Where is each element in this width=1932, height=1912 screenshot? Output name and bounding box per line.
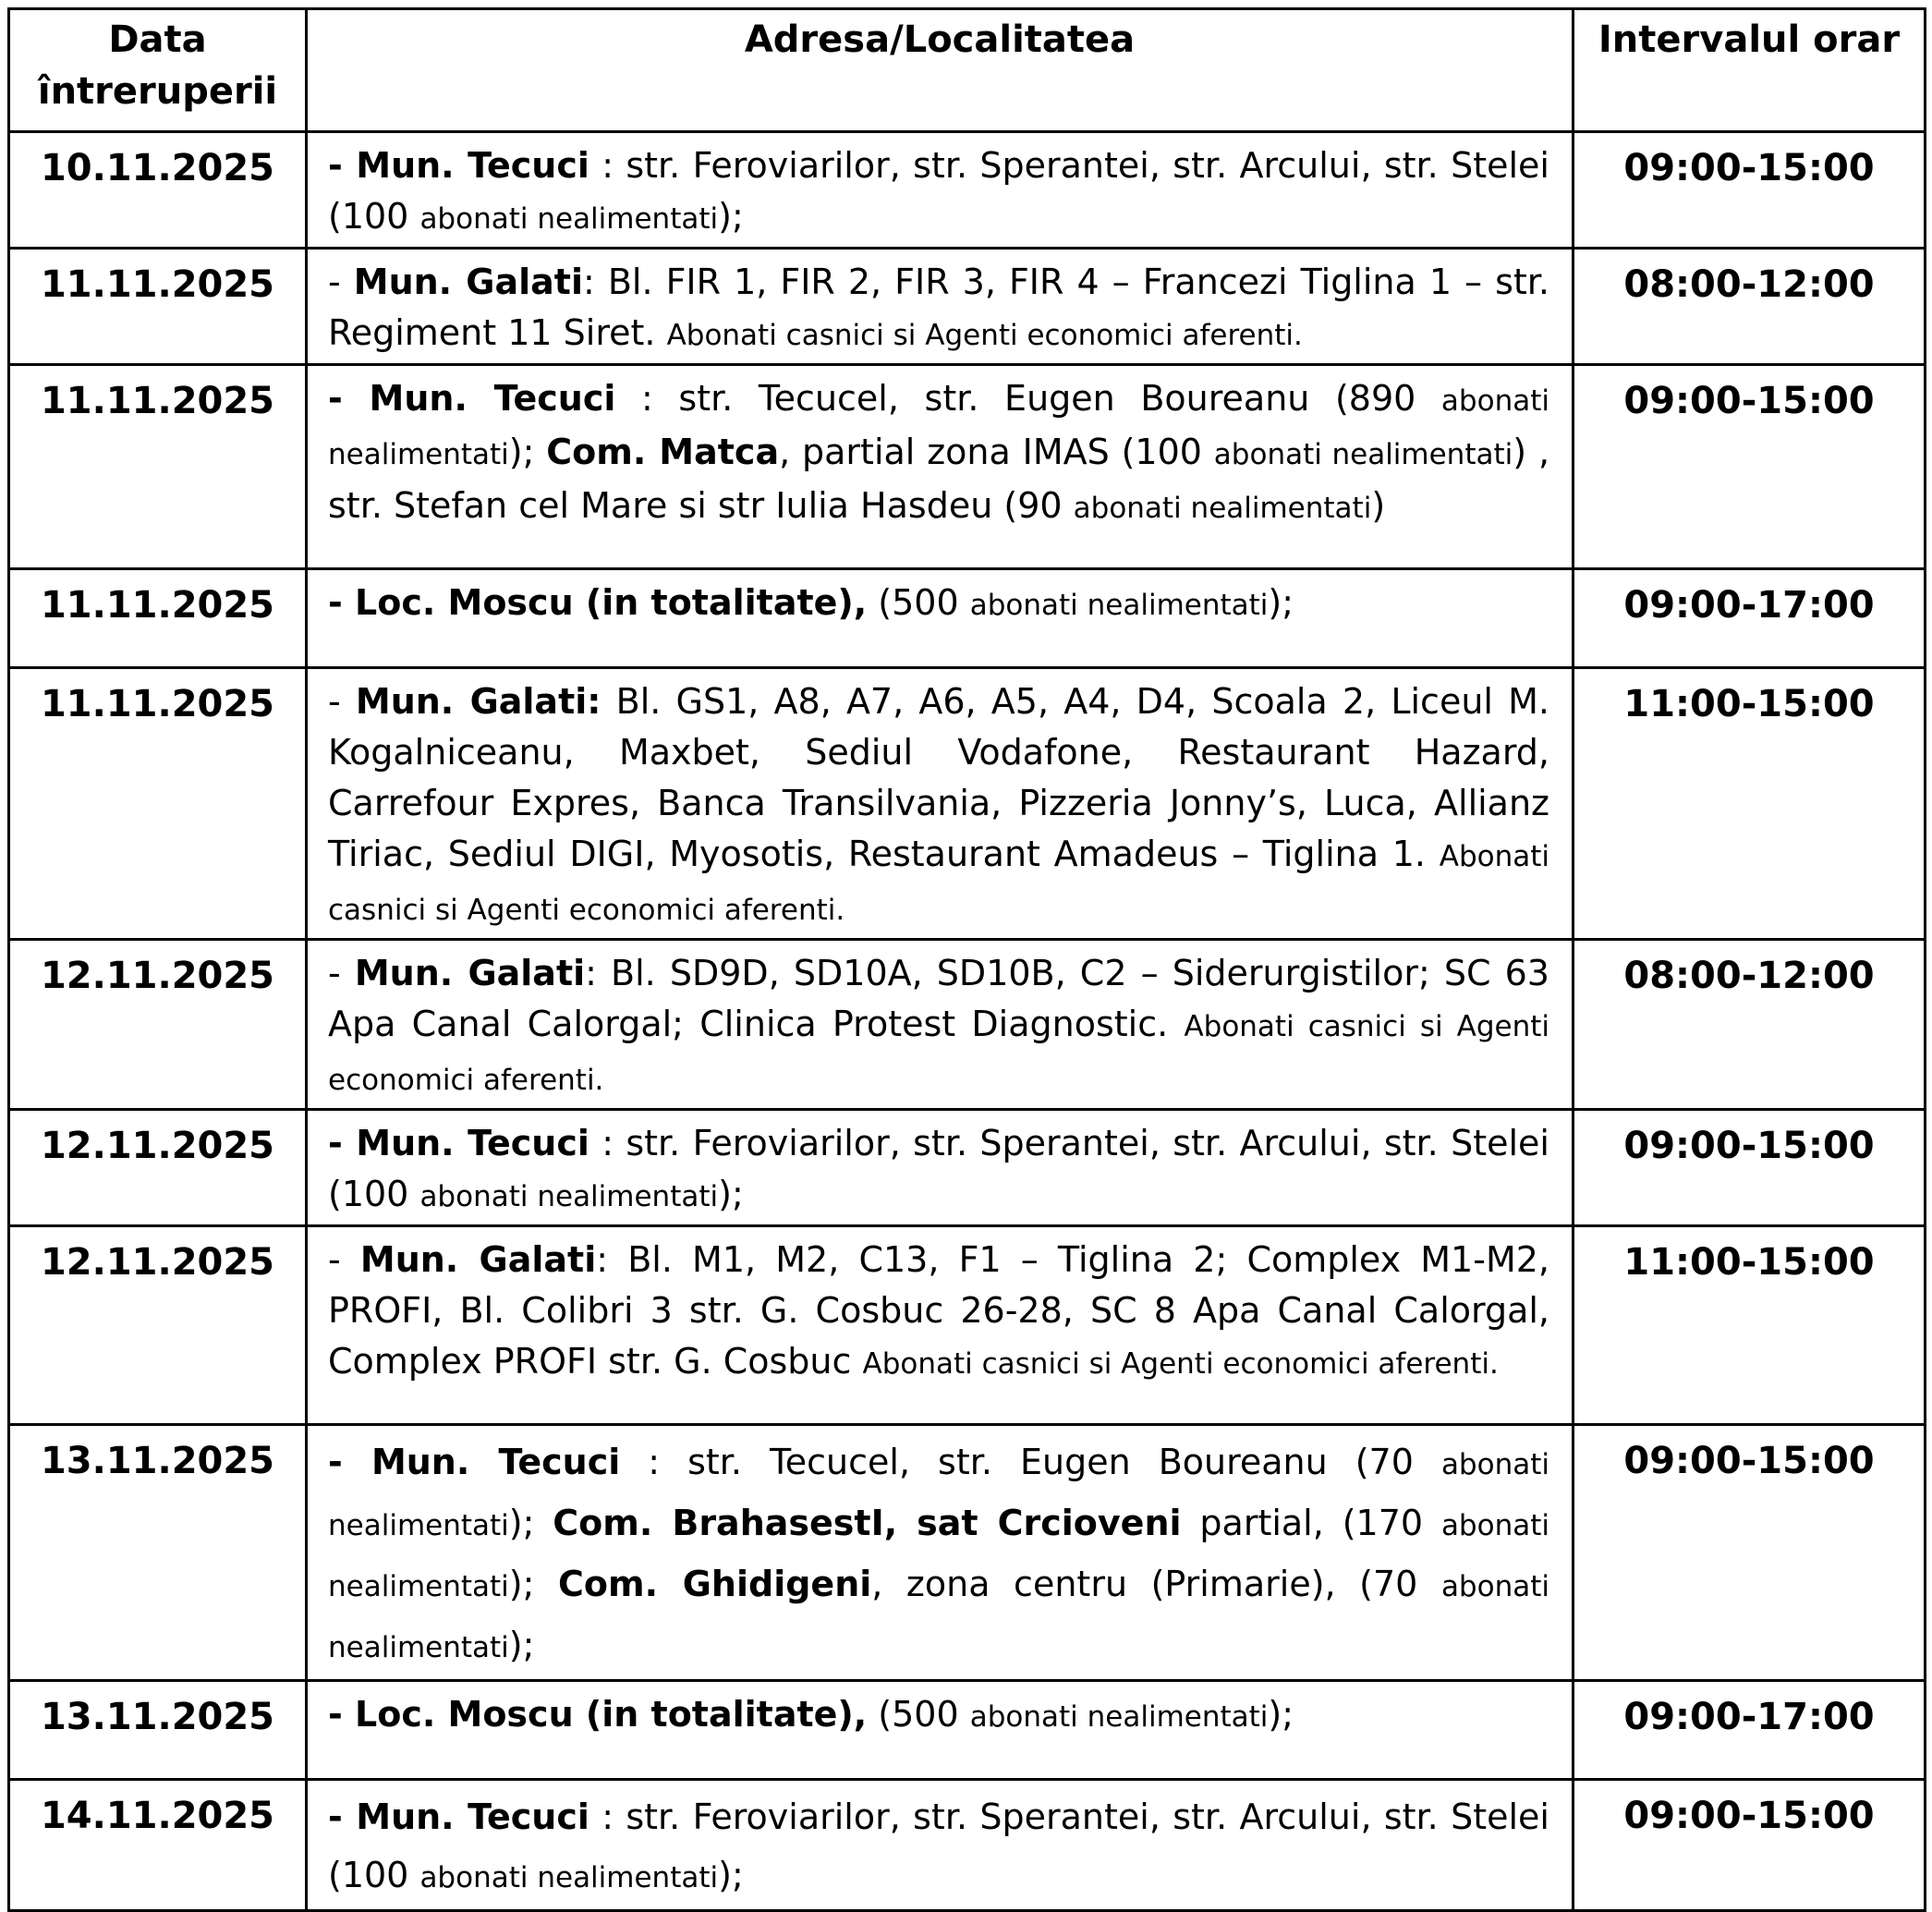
row-date: 14.11.2025 — [9, 1780, 307, 1911]
address-part: Mun. Galati — [353, 262, 583, 302]
row-interval: 08:00-12:00 — [1574, 249, 1926, 365]
address-part: abonati nealimentati — [1213, 438, 1513, 471]
row-interval: 09:00-15:00 — [1574, 132, 1926, 249]
row-date: 13.11.2025 — [9, 1425, 307, 1681]
address-part: Com. BrahasestI, sat Crcioveni — [553, 1503, 1182, 1543]
address-part: - — [328, 1239, 360, 1280]
row-date: 12.11.2025 — [9, 1226, 307, 1425]
row-interval: 08:00-12:00 — [1574, 940, 1926, 1110]
address-part: abonati nealimentati — [419, 1180, 719, 1213]
row-date: 11.11.2025 — [9, 249, 307, 365]
header-date-line1: Data — [108, 18, 207, 61]
address-part: ); — [508, 1564, 558, 1604]
table-row — [9, 365, 1926, 569]
address-part: - — [328, 262, 354, 302]
address-part: - Mun. Tecuci — [328, 1796, 589, 1837]
address-part: : Bl. SD9D, SD10A, SD10B, C2 – Siderurgistilor; SC 63 Apa Canal Calorgal; Clinica Protest Diagnostic. — [328, 953, 1549, 1044]
row-address — [307, 1226, 1574, 1425]
row-date: 13.11.2025 — [9, 1681, 307, 1780]
header-interval: Intervalul orar — [1574, 9, 1926, 132]
outage-schedule-table — [7, 7, 1926, 1912]
address-part: Abonati casnici si Agenti economici aferenti. — [328, 1010, 1549, 1097]
address-part: ); — [1268, 1694, 1294, 1735]
address-part: abonati nealimentati — [419, 1861, 719, 1894]
address-part: - Loc. Moscu (in totalitate), — [328, 1694, 868, 1735]
address-part: ); — [718, 1174, 744, 1214]
table-row — [9, 1425, 1926, 1681]
header-date — [9, 9, 307, 132]
address-part: abonati nealimentati — [969, 589, 1269, 622]
address-part: abonati nealimentati — [969, 1700, 1269, 1734]
address-part: : Bl. M1, M2, C13, F1 – Tiglina 2; Complex M1-M2, PROFI, Bl. Colibri 3 str. G. Cosbuc 26-28, SC 8 Apa Canal Calorgal, Complex PROFI str. G. Cosbuc — [328, 1239, 1549, 1382]
row-address — [307, 668, 1574, 940]
address-part: - Mun. Tecuci — [328, 145, 589, 186]
address-part: : str. Tecucel, str. Eugen Boureanu (70 — [620, 1442, 1441, 1482]
address-part: ) — [1371, 485, 1386, 526]
address-part: abonati nealimentati — [328, 384, 1549, 471]
address-part: : str. Feroviarilor, str. Sperantei, str. Arcului, str. Stelei (100 — [328, 1123, 1549, 1214]
address-part: - — [328, 953, 355, 993]
row-date: 11.11.2025 — [9, 668, 307, 940]
address-part: ); — [508, 432, 547, 472]
address-part: (500 — [867, 1694, 970, 1735]
address-part: ); — [1268, 582, 1294, 623]
row-interval: 09:00-17:00 — [1574, 1681, 1926, 1780]
address-part: : str. Feroviarilor, str. Sperantei, str. Arcului, str. Stelei (100 — [328, 1796, 1549, 1895]
row-address — [307, 132, 1574, 249]
address-part: partial, (170 — [1181, 1503, 1441, 1543]
address-part: (500 — [867, 582, 970, 623]
row-interval: 11:00-15:00 — [1574, 668, 1926, 940]
table-row — [9, 569, 1926, 668]
row-interval: 09:00-17:00 — [1574, 569, 1926, 668]
row-address — [307, 1110, 1574, 1226]
header-date-line2: întreruperii — [37, 70, 278, 113]
table-row — [9, 1681, 1926, 1780]
address-part: Com. Matca — [546, 432, 780, 472]
row-date: 10.11.2025 — [9, 132, 307, 249]
address-part: abonati nealimentati — [419, 202, 719, 236]
row-address — [307, 1425, 1574, 1681]
header-address: Adresa/Localitatea — [307, 9, 1574, 132]
row-interval: 09:00-15:00 — [1574, 1110, 1926, 1226]
address-part: Mun. Galati — [359, 1239, 597, 1280]
row-address — [307, 1681, 1574, 1780]
address-part: Abonati casnici si Agenti economici aferenti. — [666, 319, 1303, 352]
table-row — [9, 132, 1926, 249]
address-part: ); — [718, 196, 744, 237]
address-part: - Loc. Moscu (in totalitate), — [328, 582, 868, 623]
address-part: - — [328, 681, 356, 722]
address-part: , zona centru (Primarie), (70 — [871, 1564, 1441, 1604]
address-part: abonati nealimentati — [328, 1509, 1549, 1603]
header-row — [9, 9, 1926, 132]
row-date: 11.11.2025 — [9, 569, 307, 668]
address-part: - Mun. Tecuci — [328, 378, 616, 419]
address-part: Mun. Galati: — [355, 681, 601, 722]
address-part: - Mun. Tecuci — [328, 1442, 621, 1482]
address-part: : str. Feroviarilor, str. Sperantei, str. Arcului, str. Stelei (100 — [328, 145, 1549, 237]
row-date: 12.11.2025 — [9, 940, 307, 1110]
table-row — [9, 1110, 1926, 1226]
address-part: - Mun. Tecuci — [328, 1123, 589, 1163]
row-address — [307, 940, 1574, 1110]
row-interval: 09:00-15:00 — [1574, 1425, 1926, 1681]
address-part: , partial zona IMAS (100 — [779, 432, 1214, 472]
row-date: 11.11.2025 — [9, 365, 307, 569]
address-part: ); — [508, 1503, 553, 1543]
row-address — [307, 365, 1574, 569]
address-part: abonati nealimentati — [328, 1570, 1549, 1664]
row-address — [307, 1780, 1574, 1911]
address-part: Com. Ghidigeni — [557, 1564, 872, 1604]
row-interval: 09:00-15:00 — [1574, 1780, 1926, 1911]
table-row — [9, 1780, 1926, 1911]
table-row — [9, 668, 1926, 940]
address-part: ); — [508, 1625, 535, 1665]
address-part: ); — [718, 1855, 744, 1895]
row-date: 12.11.2025 — [9, 1110, 307, 1226]
address-part: abonati nealimentati — [328, 1448, 1549, 1542]
table-row — [9, 249, 1926, 365]
row-interval: 11:00-15:00 — [1574, 1226, 1926, 1425]
table-row — [9, 1226, 1926, 1425]
address-part: Bl. GS1, A8, A7, A6, A5, A4, D4, Scoala 2, Liceul M. Kogalniceanu, Maxbet, Sediul Vodafone, Restaurant Hazard, Carrefour Expres, Banca Transilvania, Pizzeria Jonny’s, Luca, Allianz Tiriac, Sediul DIGI, Myosotis, Restaurant Amadeus – Tiglina 1. — [328, 681, 1549, 874]
row-address — [307, 569, 1574, 668]
table-row — [9, 940, 1926, 1110]
address-part: Mun. Galati — [354, 953, 586, 993]
row-address — [307, 249, 1574, 365]
address-part: Abonati casnici si Agenti economici aferenti. — [862, 1347, 1499, 1381]
address-part: Abonati casnici si Agenti economici aferenti. — [328, 840, 1549, 927]
address-part: abonati nealimentati — [1073, 492, 1372, 525]
address-part: ) , str. Stefan cel Mare si str Iulia Hasdeu (90 — [328, 432, 1550, 526]
row-interval: 09:00-15:00 — [1574, 365, 1926, 569]
address-part: : Bl. FIR 1, FIR 2, FIR 3, FIR 4 – Francezi Tiglina 1 – str. Regiment 11 Siret. — [328, 262, 1549, 353]
address-part: : str. Tecucel, str. Eugen Boureanu (890 — [615, 378, 1441, 419]
